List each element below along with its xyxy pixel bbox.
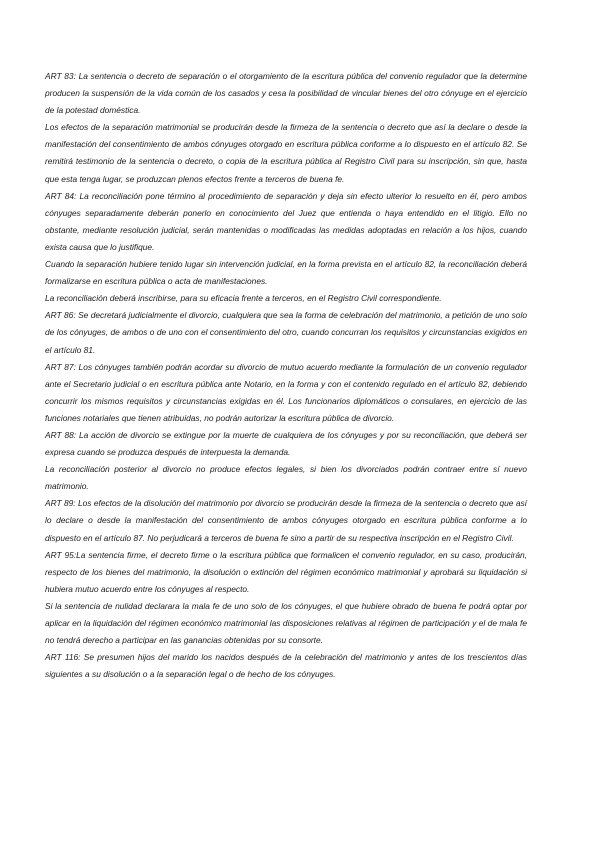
paragraph-art-84: ART 84: La reconciliación pone término al procedimiento de separación y deja sin efecto ulterior lo resuelto en él, pero ambos cónyuges separadamente deberán ponerlo en conocimiento del Juez que entienda o haya entendido en el litigio. Ello no obstante, mediante resolución judicial, serán mantenidas o modificadas las medidas adoptadas en relación a los hijos, cuando exista causa que lo justifique. xyxy=(45,190,527,252)
paragraph-art-88: ART 88: La acción de divorcio se extingue por la muerte de cualquiera de los cónyuges y por su reconciliación, que deberá ser expresa cuando se produzca después de interpuesta la demanda. xyxy=(45,429,527,458)
paragraph-art-87: ART 87: Los cónyuges también podrán acordar su divorcio de mutuo acuerdo mediante la formulación de un convenio regulador ante el Secretario judicial o en escritura pública ante Notario, en la forma y con el contenido regulado en el artículo 82, debiendo concurrir los mismos requisitos y circunstancias exigidas en él. Los funcionarios diplomáticos o consulares, en ejercicio de las funciones notariales que tienen atribuidas, no podrán autorizar la escritura pública de divorcio. xyxy=(45,361,527,423)
paragraph-art-116: ART 116: Se presumen hijos del marido los nacidos después de la celebración del matrimonio y antes de los trescientos días siguientes a su disolución o a la separación legal o de hecho de los cónyuges. xyxy=(45,652,527,680)
paragraph-reconciliation-formalization: Cuando la separación hubiere tenido lugar sin intervención judicial, en la forma prevista en el artículo 82, la reconciliación deberá formalizarse en escritura pública o acta de manifestaciones. xyxy=(45,259,527,287)
paragraph-art-95: ART 95:La sentencia firme, el decreto firme o la escritura pública que formalicen el convenio regulador, en su caso, producirán, respecto de los bienes del matrimonio, la disolución o extinción del régimen económico matrimonial y aprobará su liquidación si hubiera mutuo acuerdo entre los cónyuges al respecto. xyxy=(45,549,527,594)
paragraph-art-89: ART 89: Los efectos de la disolución del matrimonio por divorcio se producirán desde la firmeza de la sentencia o decreto que así lo declare o desde la manifestación del consentimiento de ambos cónyuges otorgado en escritura pública conforme a lo dispuesto en el artículo 87. No perjudicará a terceros de buena fe sino a partir de su respectiva inscripción en el Registro Civil. xyxy=(45,498,527,543)
document-body xyxy=(45,68,527,683)
paragraph-post-divorce-reconciliation: La reconciliación posterior al divorcio no produce efectos legales, si bien los divorciados podrán contraer entre sí nuevo matrimonio. xyxy=(45,464,527,492)
paragraph-reconciliation-registration: La reconciliación deberá inscribirse, para su eficacia frente a terceros, en el Registro Civil correspondiente. xyxy=(45,293,442,304)
paragraph-art-86: ART 86: Se decretará judicialmente el divorcio, cualquiera que sea la forma de celebración del matrimonio, a petición de uno solo de los cónyuges, de ambos o de uno con el consentimiento del otro, cuando concurran los requisitos y circunstancias exigidos en el artículo 81. xyxy=(45,310,527,355)
paragraph-art-83: ART 83: La sentencia o decreto de separación o el otorgamiento de la escritura pública del convenio regulador que la determine producen la suspensión de la vida común de los casados y cesa la posibilidad de vincular bienes del otro cónyuge en el ejercicio de la potestad doméstica. xyxy=(45,71,527,116)
paragraph-nullity-bad-faith: Si la sentencia de nulidad declarara la mala fe de uno solo de los cónyuges, el que hubiere obrado de buena fe podrá optar por aplicar en la liquidación del régimen económico matrimonial las disposiciones relativas al régimen de participación y el de mala fe no tendrá derecho a participar en las ganancias obtenidas por su consorte. xyxy=(45,600,527,646)
paragraph-separation-effects: Los efectos de la separación matrimonial se producirán desde la firmeza de la sentencia o decreto que así la declare o desde la manifestación del consentimiento de ambos cónyuges otorgado en escritura pública conforme a lo dispuesto en el artículo 82. Se remitirá testimonio de la sentencia o decreto, o copia de la escritura pública al Registro Civil para su inscripción, sin que, hasta que esta tenga lugar, se produzcan plenos efectos frente a terceros de buena fe. xyxy=(45,122,527,184)
